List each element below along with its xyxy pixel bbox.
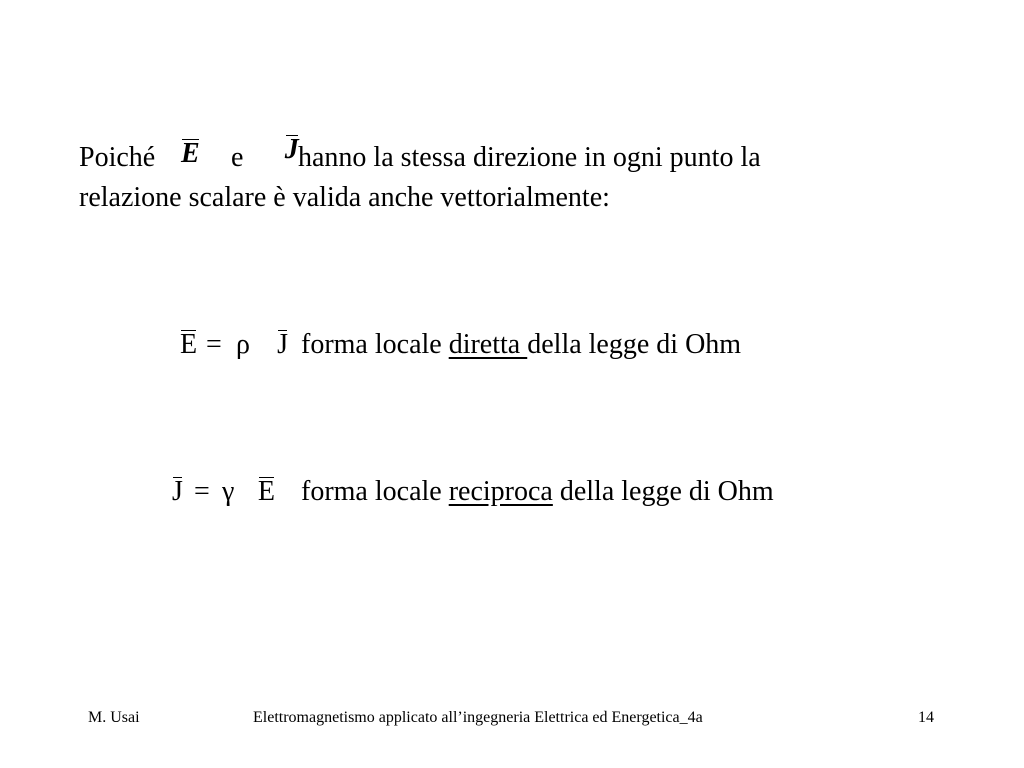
word-poiche: Poiché [79,142,156,173]
vector-j-symbol: J [284,134,299,165]
eq1-coefficient: ρ [236,329,250,360]
eq2-desc-post: della legge di Ohm [552,476,774,507]
footer-course-title: Elettromagnetismo applicato all’ingegneria Elettrica ed Energetica_4a [253,709,703,726]
intro-line-1 [79,134,899,180]
eq1-desc-emphasis: diretta [448,329,528,360]
eq1-desc-pre: forma locale [301,329,449,360]
eq1-description [301,329,741,361]
eq1-desc-post: della legge di Ohm [527,329,742,360]
eq2-description [301,476,774,508]
eq2-coefficient: γ [222,476,235,507]
intro-line-2: relazione scalare è valida anche vettorialmente: [79,182,610,213]
eq1-operator: = [206,329,222,360]
eq2-desc-emphasis: reciproca [448,476,553,507]
eq1-lhs: E [180,329,198,360]
eq1-rhs: J [277,329,289,360]
equation-ohm-direct [180,329,880,365]
intro-line-1-rest: hanno la stessa direzione in ogni punto la [298,142,761,173]
eq2-operator: = [194,476,210,507]
eq2-lhs: J [172,476,183,507]
footer-page-number: 14 [918,709,934,726]
eq2-rhs: E [257,476,276,507]
equation-ohm-reciprocal [172,476,892,512]
vector-e-symbol: E [181,138,200,169]
footer-author: M. Usai [88,709,140,726]
word-e: e [231,142,244,173]
eq2-desc-pre: forma locale [301,476,449,507]
